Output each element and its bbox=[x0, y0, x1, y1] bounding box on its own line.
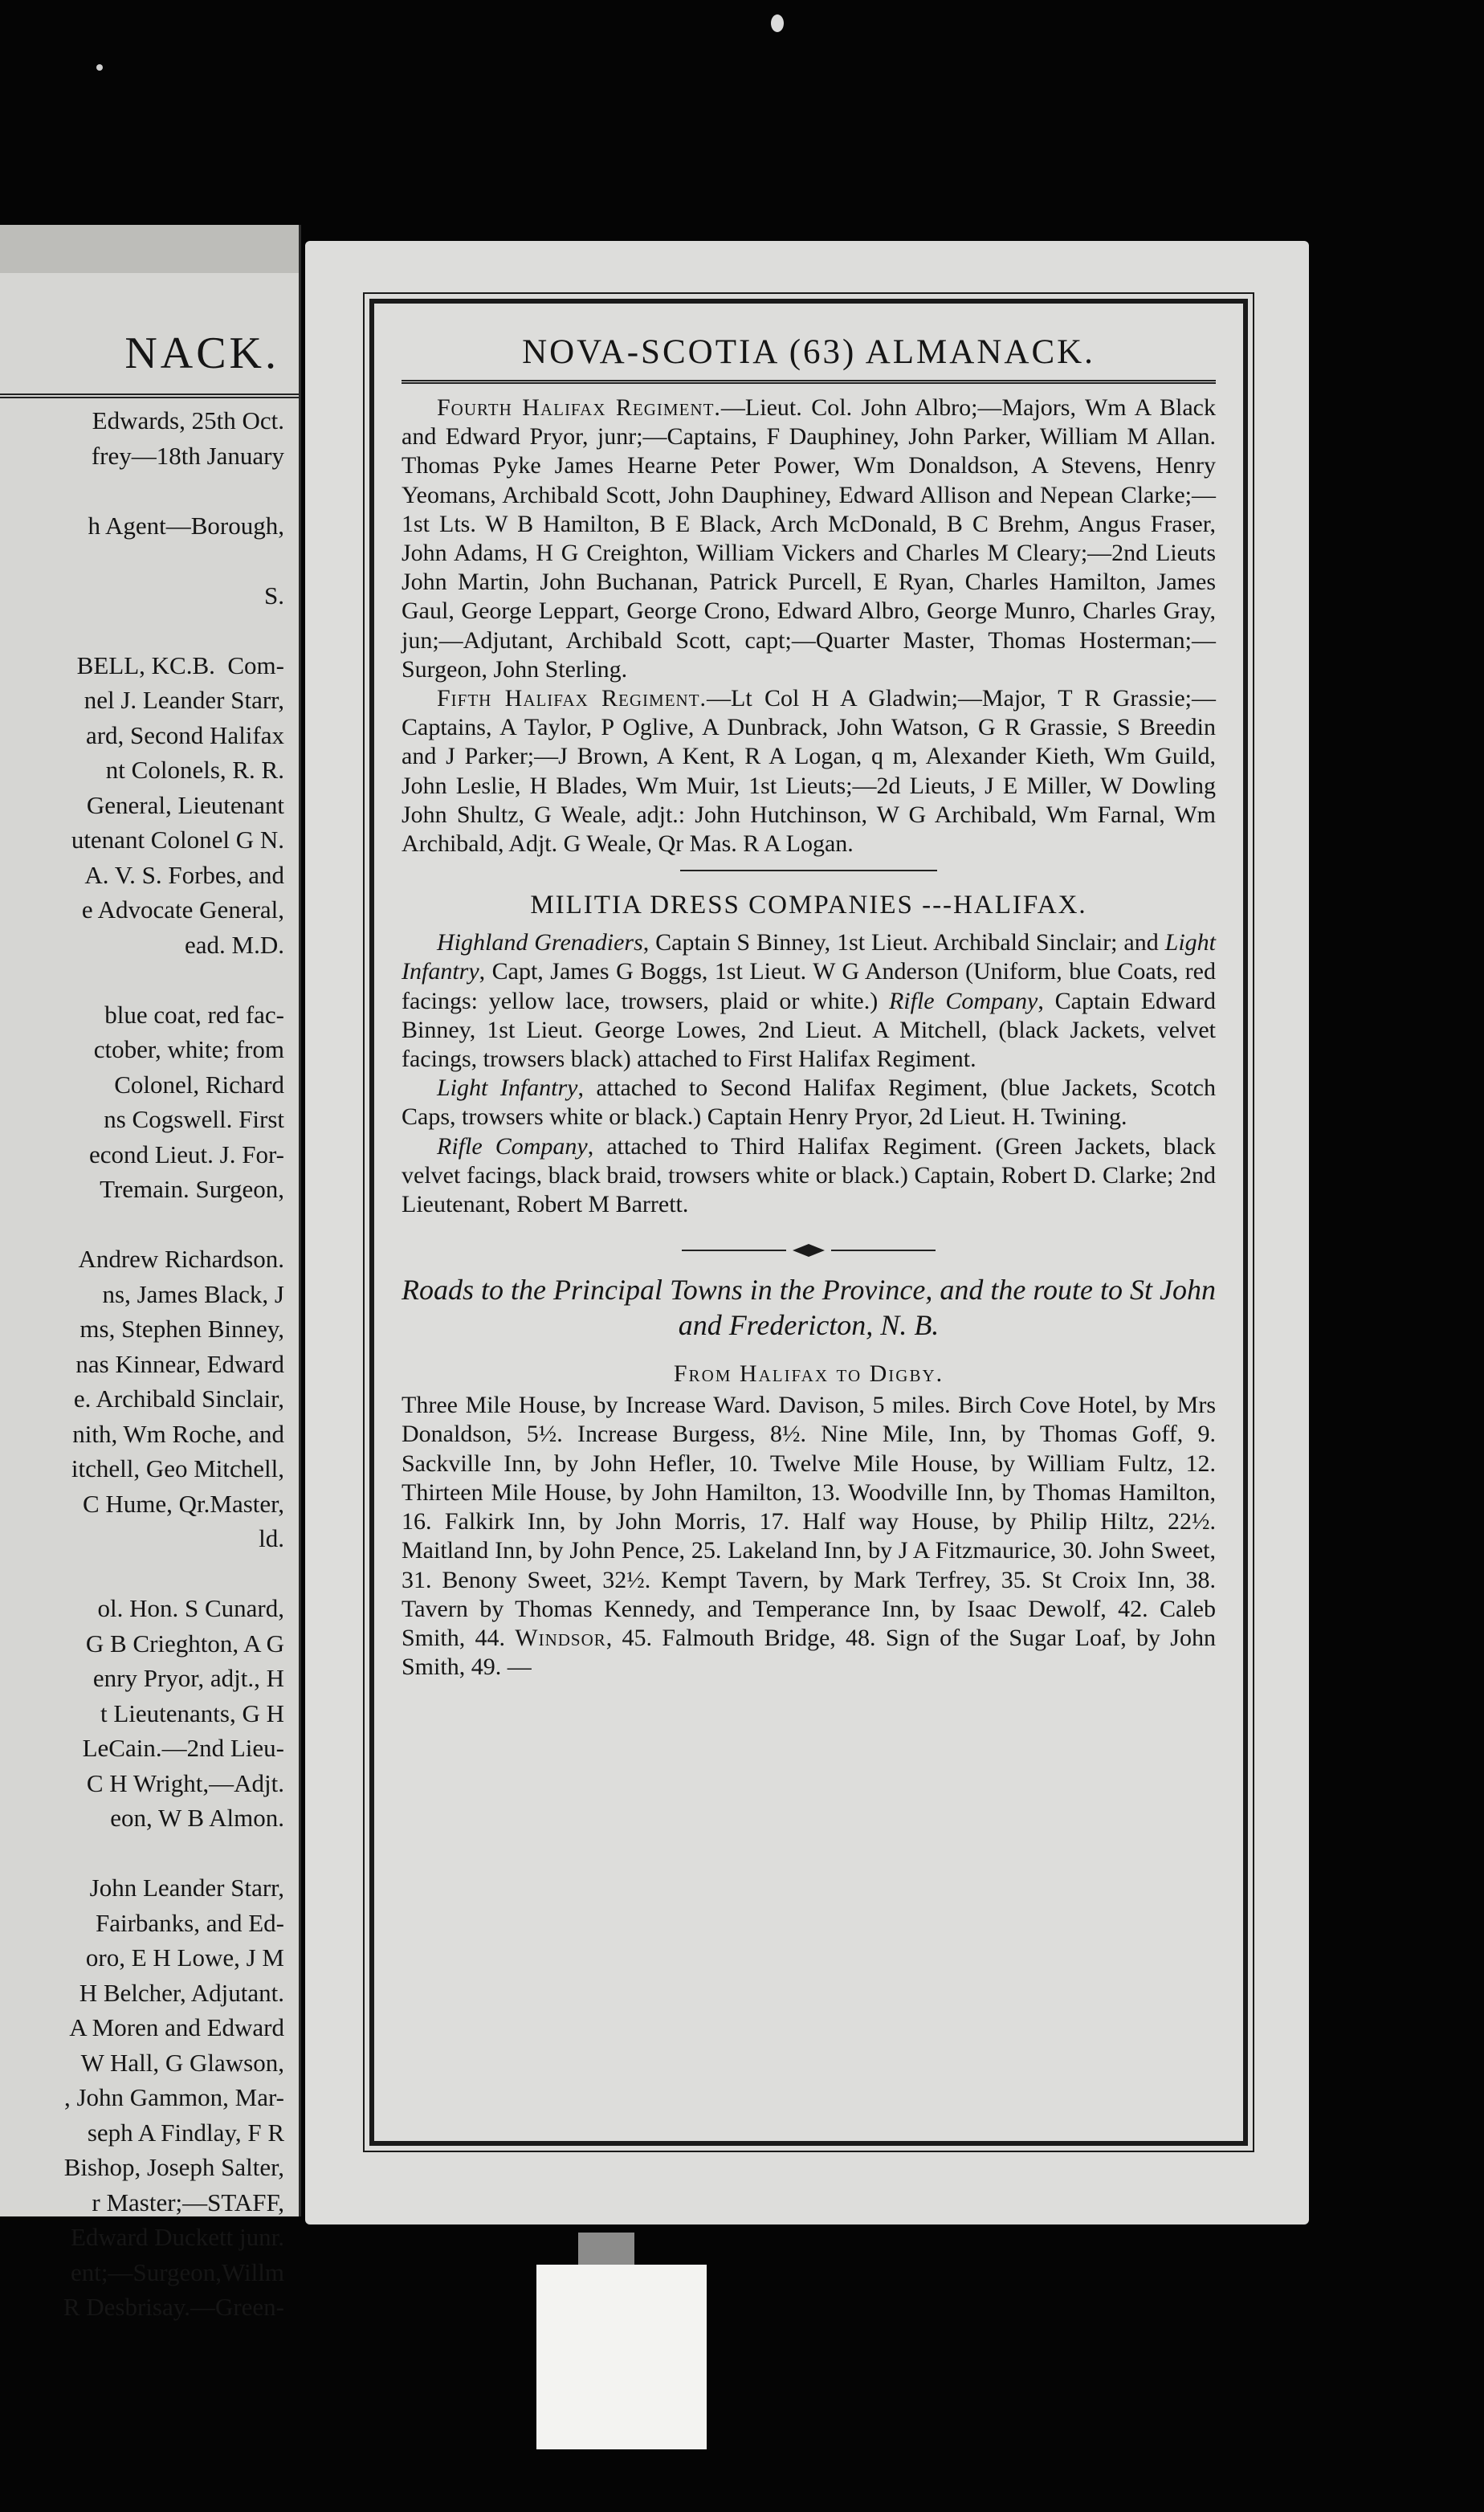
route-heading: From Halifax to Digby. bbox=[673, 1360, 944, 1388]
facing-page-line: Colonel, Richard bbox=[114, 1070, 284, 1099]
light-infantry-label: Light Infantry bbox=[402, 929, 1216, 985]
facing-page-line: enry Pryor, adjt., H bbox=[92, 1664, 284, 1692]
almanac-page bbox=[305, 241, 1309, 2225]
facing-page-content bbox=[0, 225, 284, 2325]
facing-page-line: econd Lieut. J. For- bbox=[88, 1140, 284, 1168]
fifth-regiment-text: —Lt Col H A Gladwin;—Major, T R Grassie;—Captains, A Taylor, P Oglive, A Dunbrack, John Watson, G R Grassie, S Breedin and J Parker;—J Brown, A Kent, R A Logan, q m, Alexander Kieth, Wm Guild, John Leslie, H Blades, Wm Muir, 1st Lieuts;—2d Lieuts, J E Miller, W Dowling John Shultz, G Weale, adjt.: John Hutchinson, W G Archibald, Wm Farnal, Wm Archibald, Adjt. G Weale, Qr Mas. R A Logan. bbox=[402, 685, 1216, 858]
facing-page-line: ns, James Black, J bbox=[102, 1279, 284, 1308]
fifth-regiment-paragraph bbox=[402, 684, 1216, 858]
facing-page-line: e Advocate General, bbox=[81, 895, 284, 924]
facing-page-line: R Desbrisay.—Green- bbox=[63, 2293, 284, 2321]
facing-page-line: Andrew Richardson. bbox=[78, 1245, 284, 1273]
facing-page-line: ent;—Surgeon,Willm bbox=[71, 2257, 284, 2286]
facing-page-line: Fairbanks, and Ed- bbox=[95, 1908, 284, 1937]
roads-section-title: Roads to the Principal Towns in the Province, and the route to St John and Fredericton, N. B. bbox=[402, 1274, 1216, 1342]
facing-page-line: H Belcher, Adjutant. bbox=[79, 1978, 284, 2007]
facing-page-line: ead. M.D. bbox=[185, 930, 284, 959]
facing-page-line: Edward Duckett junr. bbox=[70, 2223, 284, 2251]
facing-page-line: frey—18th January bbox=[91, 441, 284, 470]
facing-page-line: Bishop, Joseph Salter, bbox=[63, 2153, 284, 2181]
facing-page-line: C H Wright,—Adjt. bbox=[86, 1768, 284, 1797]
facing-page-line: e. Archibald Sinclair, bbox=[73, 1384, 284, 1413]
windsor-label: Windsor bbox=[515, 1624, 606, 1651]
facing-page-line: LeCain.—2nd Lieu- bbox=[82, 1734, 284, 1762]
facing-page-line bbox=[0, 473, 284, 508]
militia-paragraph-2 bbox=[402, 1074, 1216, 1132]
light-infantry-label: Light Infantry bbox=[437, 1075, 578, 1102]
facing-page-line: ns Cogswell. First bbox=[104, 1105, 284, 1133]
militia-text: , Captain Edward Binney, 1st Lieut. George Lowes, 2nd Lieut. A Mitchell, (black Jackets, velvet facings, trowsers black) attached to First Halifax Regiment. bbox=[402, 987, 1216, 1073]
facing-page-line: W Hall, G Glawson, bbox=[80, 2048, 284, 2077]
route-text: , 45. Falmouth Bridge, 48. Sign of the Sugar Loaf, by John Smith, 49. — bbox=[402, 1624, 1216, 1681]
ornament-diamond-icon bbox=[793, 1243, 825, 1258]
fourth-regiment-text: —Lieut. Col. John Albro;—Majors, Wm A Black and Edward Pryor, junr;—Captains, F Dauphiney, John Parker, William M Allan. Thomas Pyke James Hearne Peter Power, Wm Donaldson, A Stevens, Henry Yeomans, Archibald Scott, John Dauphiney, Edward Allison and Nepean Clarke;—1st Lts. W B Hamilton, B E Black, Arch McDonald, B C Brehm, Angus Fraser, John Adams, H G Creighton, William Vickers and Charles M Cleary;—2nd Lieuts John Martin, John Buchanan, Patrick Purcell, E Ryan, Charles Hamilton, James Gaul, George Leppart, George Crono, Edward Albro, George Munro, Charles Gray, jun;—Adjutant, Archibald Scott, capt;—Quarter Master, Thomas Hosterman;—Surgeon, John Sterling. bbox=[402, 394, 1216, 683]
facing-page-line: itchell, Geo Mitchell, bbox=[71, 1454, 284, 1482]
facing-page-line: S. bbox=[264, 581, 284, 610]
ornament-line bbox=[831, 1250, 936, 1251]
militia-text: , Capt, James G Boggs, 1st Lieut. W G Anderson (Uniform, blue Coats, red facings: yellow lace, trowsers, plaid or white.) bbox=[402, 958, 1216, 1014]
rifle-company-label: Rifle Company bbox=[437, 1132, 588, 1160]
section-divider bbox=[680, 870, 937, 871]
facing-page-line: h Agent—Borough, bbox=[88, 511, 284, 540]
facing-page-line: John Leander Starr, bbox=[89, 1874, 284, 1902]
facing-page-line: ard, Second Halifax bbox=[85, 720, 284, 749]
facing-page-line: G B Crieghton, A G bbox=[85, 1629, 284, 1658]
page-title: NOVA-SCOTIA (63) ALMANACK. bbox=[522, 333, 1095, 371]
facing-page-left bbox=[0, 225, 301, 2321]
ornament-divider bbox=[402, 1243, 1216, 1258]
militia-section-title: MILITIA DRESS COMPANIES ---HALIFAX. bbox=[530, 891, 1087, 920]
facing-page-line: t Lieutenants, G H bbox=[100, 1698, 284, 1727]
highland-grenadiers-label: Highland Grenadiers bbox=[437, 929, 643, 956]
facing-page-line: BELL, KC.B. Com- bbox=[76, 650, 284, 679]
facing-page-line bbox=[0, 1556, 284, 1592]
facing-page-line: oro, E H Lowe, J M bbox=[85, 1943, 284, 1972]
fifth-regiment-heading: Fifth Halifax Regiment. bbox=[437, 685, 707, 712]
facing-page-line: eon, W B Almon. bbox=[110, 1804, 284, 1832]
route-text: Three Mile House, by Increase Ward. Davison, 5 miles. Birch Cove Hotel, by Mrs Donaldson, 5½. Increase Burgess, 8½. Nine Mile, Inn, by Thomas Goff, 9. Sackville Inn, by John Hefler, 10. Twelve Mile House, by William Fultz, 12. Thirteen Mile House, by John Hamilton, 13. Woodville Inn, by Thomas Hamilton, 16. Falkirk Inn, by John Morris, 17. Half way House, by Philip Hiltz, 22½. Maitland Inn, by John Pence, 25. Lakeland Inn, by J A Fitzmaurice, 30. John Sweet, 31. Benony Sweet, 32½. Kempt Tavern, by Mark Terfrey, 35. St Croix Inn, 38. Tavern by Thomas Kennedy, and Temperance Inn, by Isaac Dewolf, 42. Caleb Smith, 44. bbox=[402, 1392, 1216, 1651]
dust-speck bbox=[96, 64, 103, 71]
militia-paragraph-3 bbox=[402, 1132, 1216, 1220]
militia-text: , attached to Second Halifax Regiment, (blue Jackets, Scotch Caps, trowsers white or black.) Captain Henry Pryor, 2d Lieut. H. Twining. bbox=[402, 1075, 1216, 1131]
facing-page-line bbox=[0, 613, 284, 648]
facing-page-line bbox=[0, 962, 284, 997]
militia-text: , Captain S Binney, 1st Lieut. Archibald Sinclair; and bbox=[642, 929, 1165, 956]
militia-text: , attached to Third Halifax Regiment. (Green Jackets, black velvet facings, black braid, trowsers white or black.) Captain, Robert D. Clarke; 2nd Lieutenant, Robert M Barrett. bbox=[402, 1132, 1216, 1218]
page-border bbox=[369, 299, 1248, 2146]
facing-page-line: Tremain. Surgeon, bbox=[100, 1175, 284, 1203]
facing-page-line: blue coat, red fac- bbox=[104, 1000, 284, 1029]
facing-page-line: ld. bbox=[259, 1524, 284, 1552]
facing-page-line: ms, Stephen Binney, bbox=[80, 1315, 284, 1343]
facing-page-line: General, Lieutenant bbox=[86, 790, 284, 819]
facing-page-text bbox=[0, 403, 284, 2325]
header-rule bbox=[402, 380, 1216, 384]
facing-page-title: NACK. bbox=[124, 328, 279, 378]
facing-page-line: , John Gammon, Mar- bbox=[63, 2083, 284, 2111]
facing-page-line: C Hume, Qr.Master, bbox=[82, 1489, 284, 1518]
facing-page-line: nith, Wm Roche, and bbox=[72, 1419, 284, 1448]
route-paragraph bbox=[402, 1391, 1216, 1682]
facing-page-line bbox=[0, 1207, 284, 1242]
facing-page-line: nel J. Leander Starr, bbox=[84, 686, 284, 714]
facing-page-line bbox=[0, 543, 284, 578]
facing-page-line: seph A Findlay, F R bbox=[87, 2118, 284, 2147]
rifle-company-label: Rifle Company bbox=[888, 987, 1038, 1014]
facing-page-line: A. V. S. Forbes, and bbox=[84, 860, 284, 889]
facing-page-line: ctober, white; from bbox=[93, 1035, 284, 1063]
fourth-regiment-heading: Fourth Halifax Regiment. bbox=[437, 394, 721, 421]
ornament-line bbox=[682, 1250, 786, 1251]
page-content bbox=[402, 320, 1216, 1682]
facing-page-line: nt Colonels, R. R. bbox=[105, 756, 284, 784]
facing-page-line: utenant Colonel G N. bbox=[71, 826, 284, 854]
facing-page-line: A Moren and Edward bbox=[69, 2013, 284, 2041]
facing-page-line: Edwards, 25th Oct. bbox=[92, 406, 284, 434]
dust-speck bbox=[771, 14, 784, 32]
militia-paragraph-1 bbox=[402, 928, 1216, 1074]
fourth-regiment-paragraph bbox=[402, 394, 1216, 684]
facing-page-line: r Master;—STAFF, bbox=[92, 2188, 284, 2216]
paper-scrap bbox=[536, 2265, 707, 2449]
facing-page-line: nas Kinnear, Edward bbox=[75, 1349, 284, 1378]
facing-page-line bbox=[0, 1836, 284, 1871]
facing-page-line: ol. Hon. S Cunard, bbox=[97, 1594, 284, 1622]
